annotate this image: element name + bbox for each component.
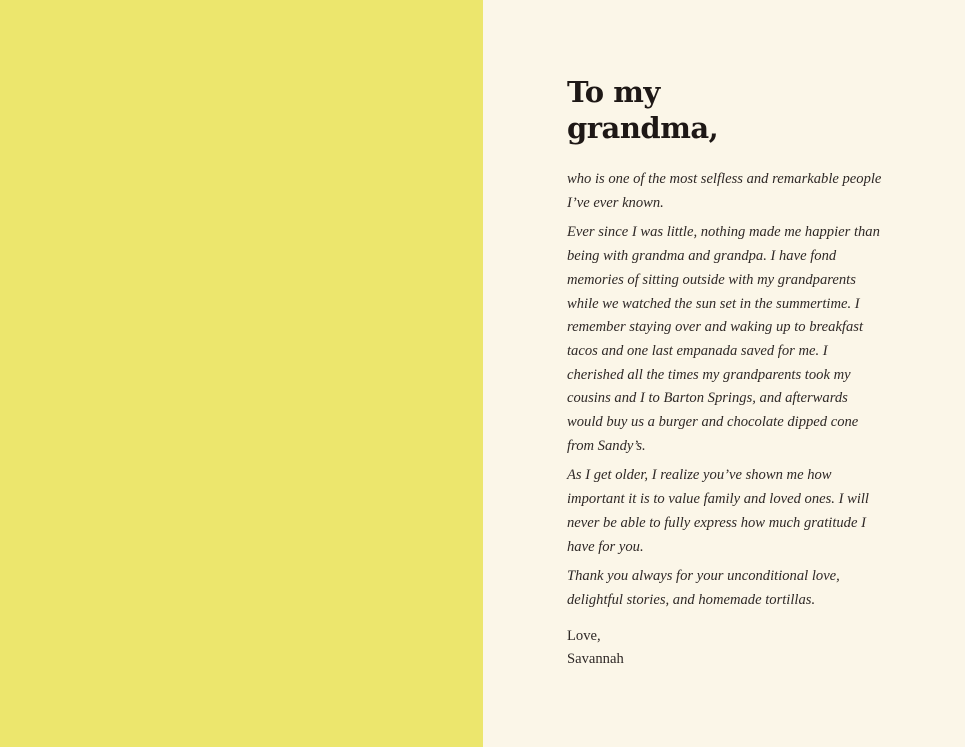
- right-page: [483, 0, 965, 747]
- letter-paragraph-memories: Ever since I was little, nothing made me happier than being with grandma and grandpa. I have fond memories of sitting outside with my grandparents while we watched the sun set in the summertime. I remember staying over and waking up to breakfast tacos and one last empanada saved for me. I cherished all the times my grandparents took my cousins and I to Barton Springs, and afterwards would buy us a burger and chocolate dipped cone from Sandy’s.: [567, 224, 880, 454]
- letter-paragraph-intro: who is one of the most selfless and remarkable people I’ve ever known.: [567, 171, 882, 211]
- letter-signoff: [567, 625, 887, 672]
- letter-heading: [567, 74, 887, 146]
- dedication-letter: [567, 74, 887, 672]
- letter-paragraph-gratitude: As I get older, I realize you’ve shown me how important it is to value family and loved ones. I will never be able to fully express how much gratitude I have for you.: [567, 467, 869, 555]
- heading-line-2: grandma,: [567, 111, 719, 145]
- heading-line-1: To my: [567, 75, 660, 109]
- closing-text: Love,: [567, 627, 601, 644]
- signature-name: Savannah: [567, 651, 624, 668]
- letter-paragraph-thanks: Thank you always for your unconditional love, delightful stories, and homemade tortillas.: [567, 568, 840, 608]
